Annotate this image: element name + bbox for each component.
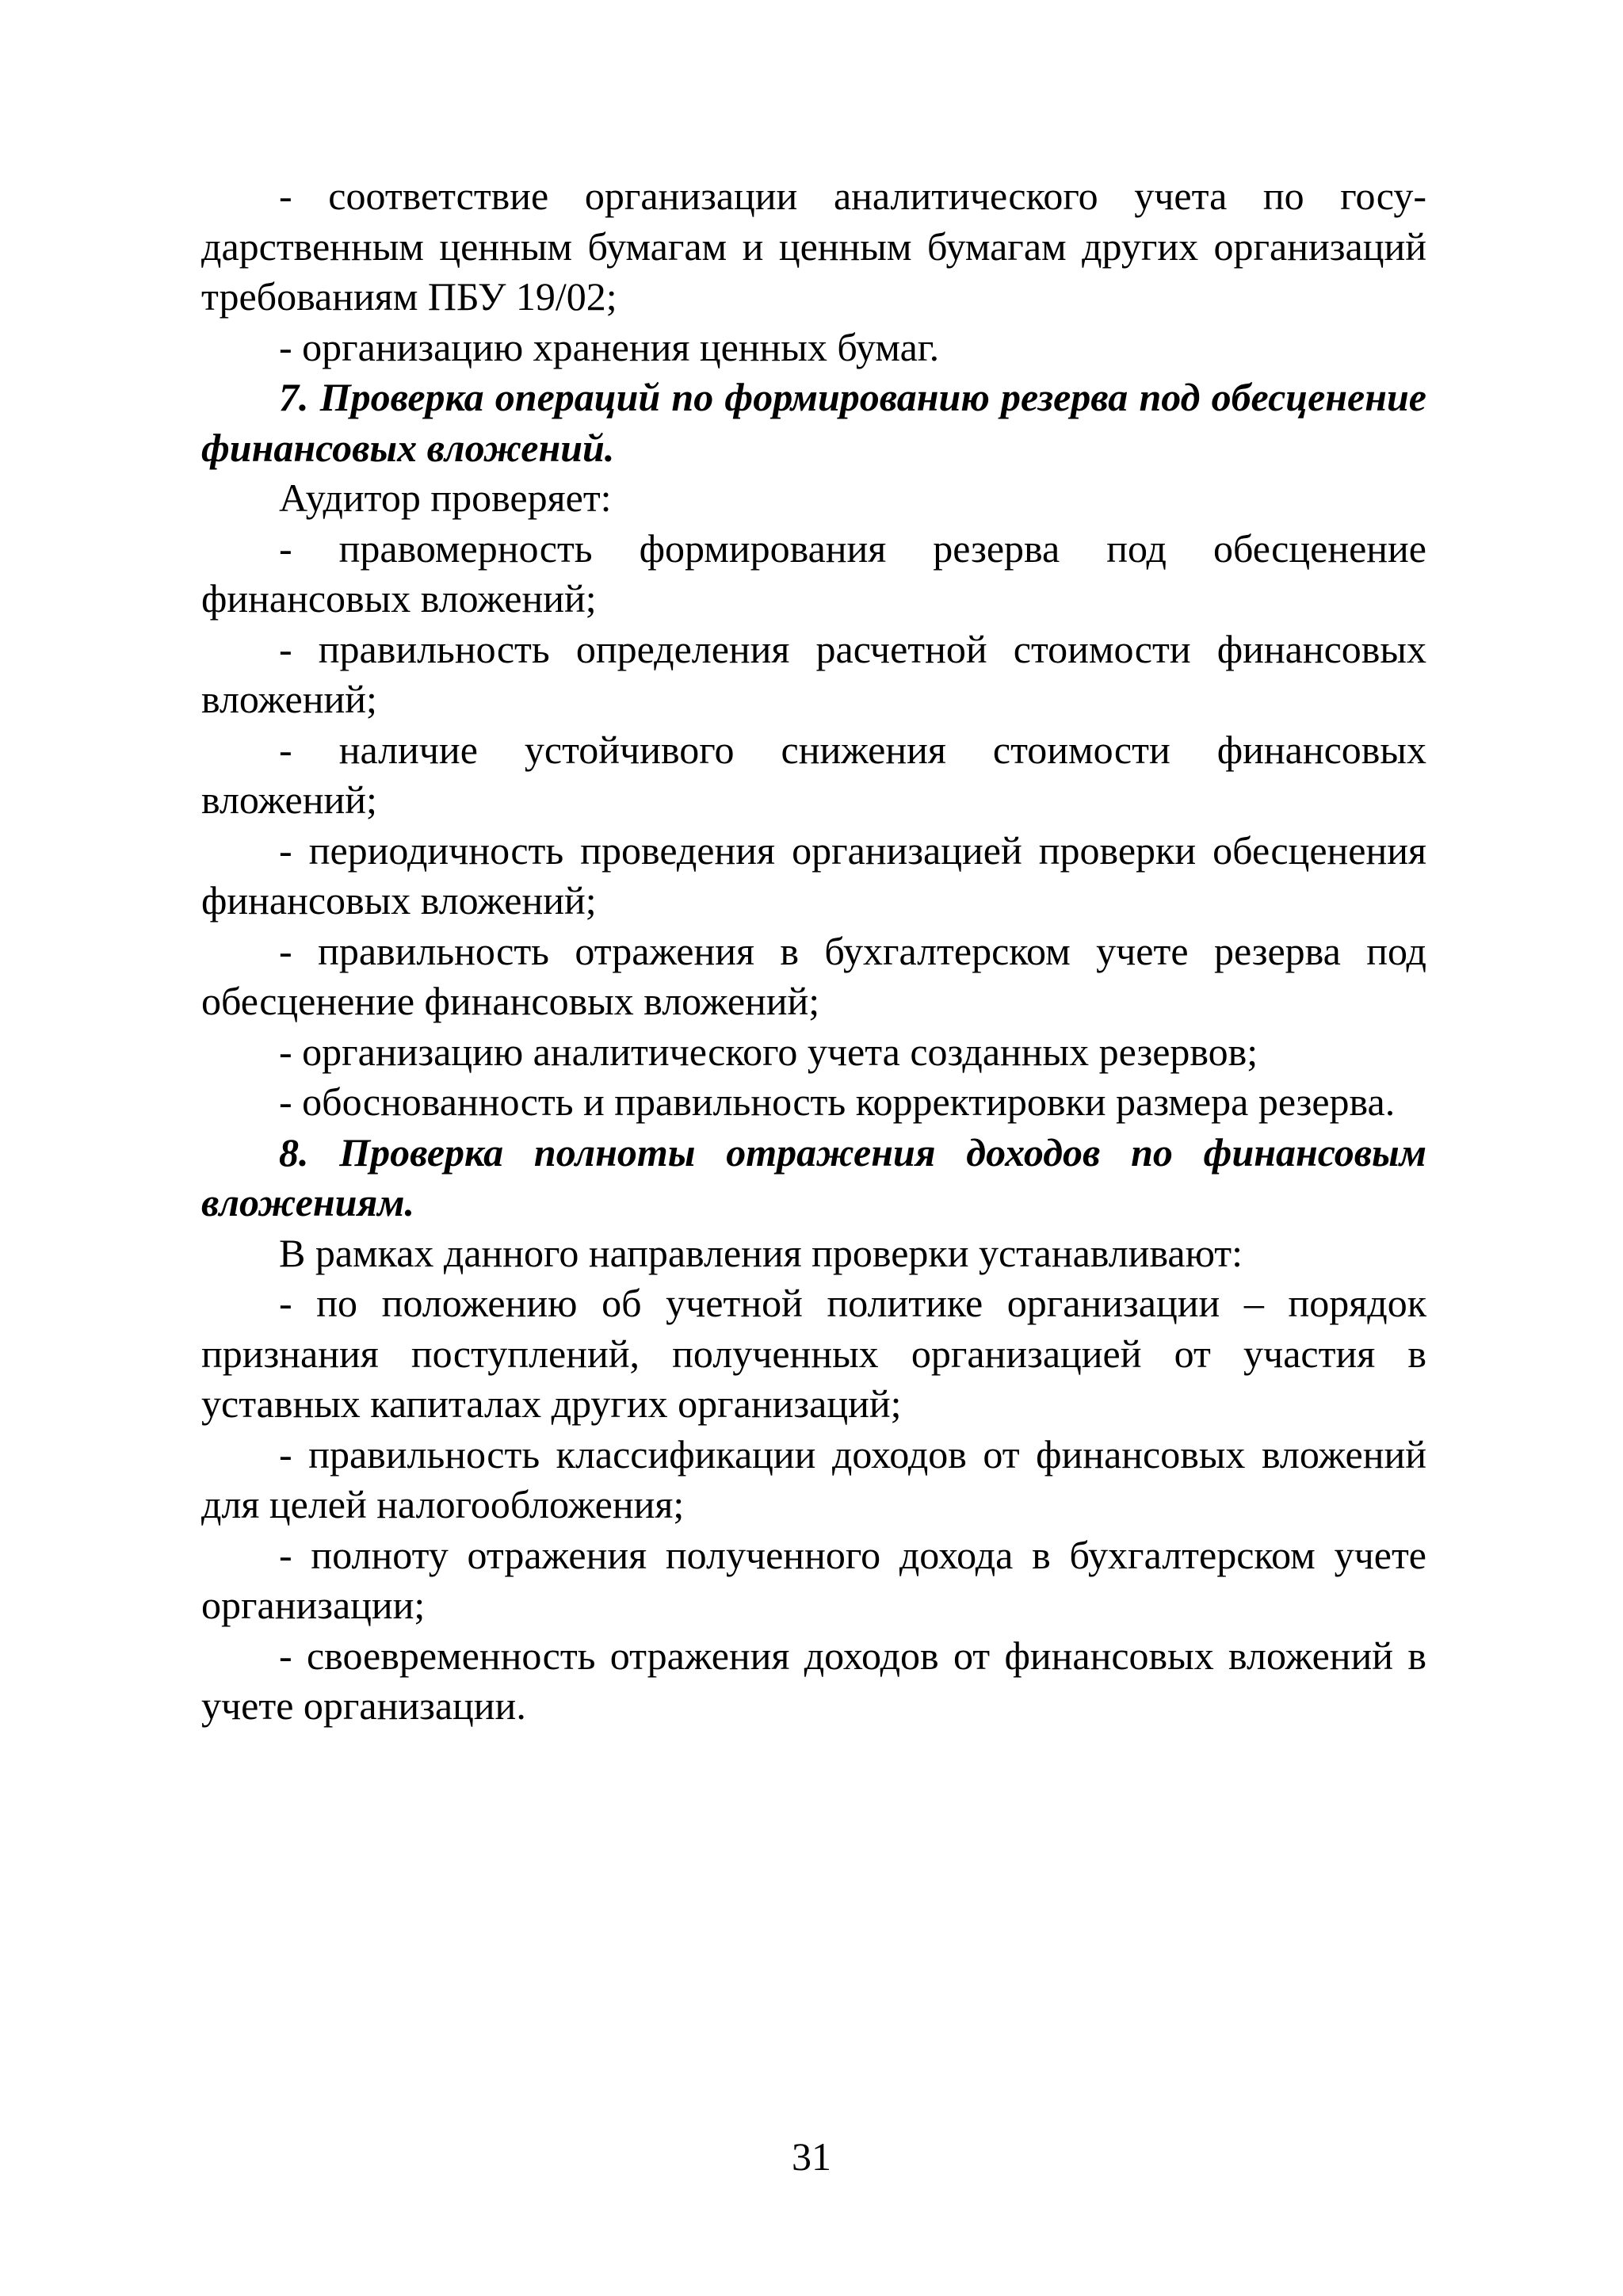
list-item: - периодичность проведения организацией проверки обесценения финансовых вложений; [201,827,1426,923]
paragraph: В рамках данного направления проверки устанавливают: [279,1230,1243,1275]
list-item: - соответствие организации аналитического учета по государственным ценным бумагам и ценным бумагам других организаций требованиям ПБУ 19/02; [201,174,1426,319]
list-item: - правомерность формирования резерва под обесценение финансовых вложений; [201,525,1426,621]
paragraph: Аудитор проверяет: [279,476,612,520]
list-item: - организацию аналитического учета созданных резервов; [279,1029,1258,1074]
page-number: 31 [792,2134,831,2179]
list-item: - своевременность отражения доходов от финансовых вложений в учете организации. [201,1633,1426,1728]
section-heading-7: 7. Проверка операций по формированию резерва под обесценение финансовых вложений. [201,375,1426,470]
list-item: - правильность определения расчетной стоимости финансовых вложений; [201,626,1426,721]
list-item: - обоснованность и правильность корректировки размера резерва. [279,1079,1396,1124]
list-item: - по положению об учетной политике организации – порядок признания поступлений, полученных организацией от участия в уставных капиталах других организаций; [201,1281,1426,1426]
section-heading-8: 8. Проверка полноты отражения доходов по финансовым вложениям. [201,1129,1426,1224]
list-item: - правильность отражения в бухгалтерском учете резерва под обесценение финансовых вложений; [201,928,1426,1023]
list-item: - организацию хранения ценных бумаг. [279,324,940,369]
list-item: - наличие устойчивого снижения стоимости финансовых вложений; [201,727,1426,822]
list-item: - правильность классификации доходов от финансовых вложений для целей налогообложения; [201,1431,1426,1526]
list-item: - полноту отражения полученного дохода в бухгалтерском учете организации; [201,1532,1426,1627]
body-text [201,171,1426,1732]
